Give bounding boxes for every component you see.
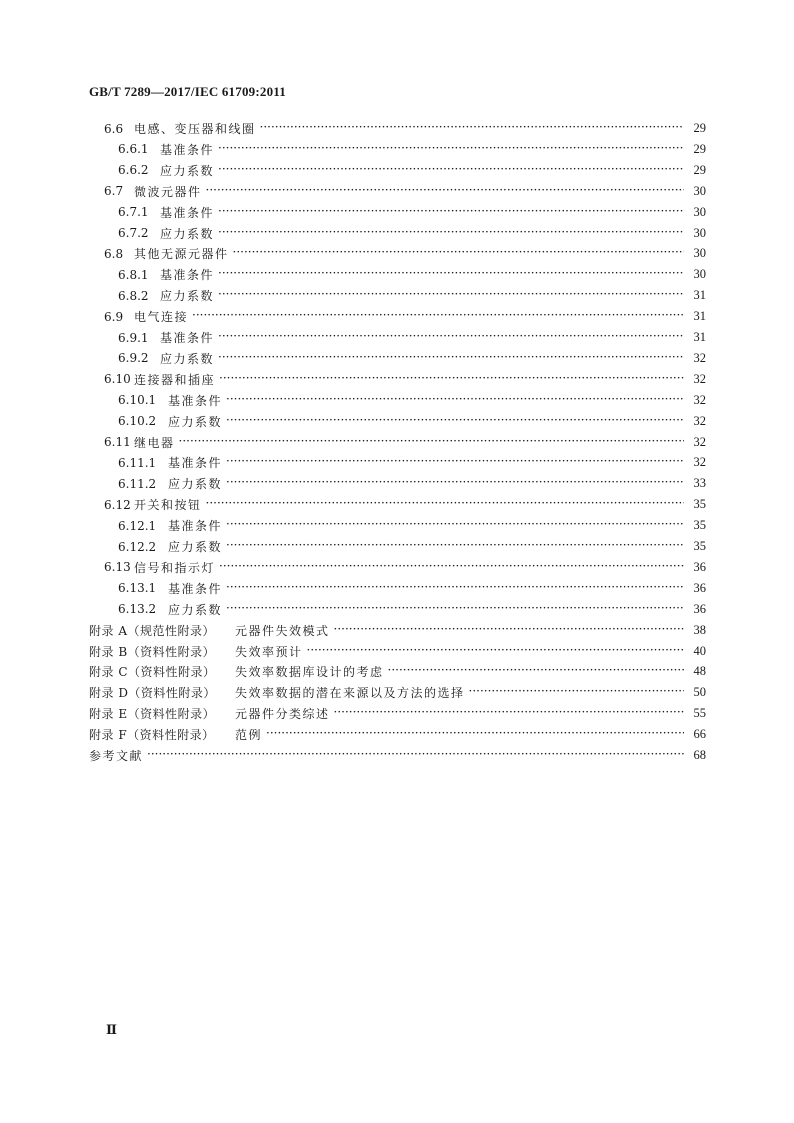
toc-entry-title: 连接器和插座 [134, 372, 216, 387]
toc-dot-leader [218, 285, 684, 306]
toc-entry-page: 36 [693, 601, 706, 616]
toc-dot-leader [226, 452, 684, 473]
toc-entry-title: 基准条件 [168, 581, 223, 596]
toc-entry-page: 32 [693, 350, 706, 365]
toc-dot-leader [206, 181, 684, 202]
toc-entry-title: 信号和指示灯 [134, 560, 216, 575]
toc-entry-page: 40 [693, 643, 706, 658]
toc-entry-number: 6.10.1 [118, 393, 157, 408]
toc-entry-page: 50 [693, 685, 706, 700]
toc-entry-title: 参考文献 [89, 749, 144, 763]
toc-entry-page: 68 [693, 748, 706, 762]
toc-dot-leader [226, 390, 684, 411]
toc-dot-leader [260, 118, 684, 139]
toc-dot-leader [218, 139, 684, 160]
toc-dot-leader [218, 327, 684, 348]
toc-entry-number: 6.13.1 [118, 581, 157, 596]
toc-entry-page: 30 [693, 225, 706, 240]
toc-entry-number: 附录 B（资料性附录） [89, 644, 216, 659]
toc-entry-number: 附录 D（资料性附录） [89, 686, 216, 701]
toc-entry[interactable] [118, 348, 706, 369]
toc-entry[interactable] [89, 724, 706, 745]
toc-entry[interactable] [118, 536, 706, 557]
page-number: Ⅱ [106, 1022, 117, 1037]
toc-dot-leader [226, 515, 684, 536]
toc-entry-number: 附录 A（规范性附录） [89, 623, 215, 638]
toc-entry-number: 附录 E（资料性附录） [89, 707, 216, 722]
toc-entry-title: 应力系数 [168, 414, 223, 429]
toc-entry-title: 失效率预计 [235, 644, 303, 659]
toc-entry-title: 应力系数 [168, 477, 223, 492]
toc-entry-title: 应力系数 [160, 351, 215, 366]
toc-entry-page: 35 [693, 539, 706, 553]
toc-entry[interactable] [89, 641, 706, 662]
toc-entry-number: 6.11.1 [118, 455, 157, 470]
toc-entry-page: 30 [693, 204, 706, 219]
toc-entry-title: 基准条件 [168, 393, 223, 408]
document-header-code: GB/T 7289—2017/IEC 61709:2011 [89, 84, 286, 99]
toc-dot-leader [226, 536, 684, 557]
toc-entry-title: 应力系数 [160, 289, 215, 304]
toc-entry-page: 36 [693, 559, 706, 574]
toc-dot-leader [218, 223, 684, 244]
toc-entry[interactable] [104, 243, 706, 264]
toc-entry-title: 电感、变压器和线圈 [134, 122, 256, 136]
toc-entry-title: 范例 [235, 728, 263, 743]
toc-entry-number: 6.9.2 [118, 351, 149, 366]
toc-entry-number: 6.12.1 [118, 518, 157, 533]
toc-entry[interactable] [118, 139, 706, 160]
toc-entry-page: 31 [693, 288, 706, 303]
toc-entry-number: 6.8.1 [118, 267, 149, 282]
toc-entry[interactable] [89, 682, 706, 703]
toc-dot-leader [219, 557, 684, 578]
toc-entry-page: 30 [693, 183, 706, 198]
toc-entry-page: 32 [693, 392, 706, 407]
toc-dot-leader [334, 620, 684, 641]
toc-entry-title: 基准条件 [168, 456, 223, 471]
toc-dot-leader [179, 432, 684, 453]
toc-entry[interactable] [118, 202, 706, 223]
toc-dot-leader [233, 243, 684, 264]
toc-entry-page: 32 [693, 434, 706, 449]
toc-entry[interactable] [118, 411, 706, 432]
toc-entry[interactable] [104, 557, 706, 578]
toc-entry-page: 66 [693, 727, 706, 742]
toc-dot-leader [388, 661, 684, 682]
toc-entry[interactable] [118, 515, 706, 536]
toc-entry-page: 35 [693, 518, 706, 533]
toc-dot-leader [219, 369, 684, 390]
toc-entry-number: 6.9.1 [118, 330, 149, 345]
toc-entry-number: 6.10.2 [118, 414, 157, 429]
toc-entry[interactable] [104, 181, 706, 202]
toc-entry[interactable] [118, 599, 706, 620]
toc-entry-number: 6.10 [104, 372, 131, 387]
toc-entry[interactable] [104, 494, 706, 515]
toc-entry-title: 基准条件 [160, 142, 215, 157]
toc-entry[interactable] [118, 452, 706, 473]
toc-entry-page: 31 [693, 309, 706, 324]
toc-entry-page: 38 [693, 622, 706, 637]
toc-entry-title: 开关和按钮 [134, 498, 202, 513]
toc-entry-number: 6.7.2 [118, 226, 149, 240]
toc-entry[interactable] [118, 285, 706, 306]
toc-dot-leader [469, 682, 684, 703]
toc-entry-title: 应力系数 [160, 163, 215, 178]
toc-entry-title: 失效率数据的潜在来源以及方法的选择 [235, 686, 465, 701]
toc-entry-page: 29 [693, 141, 706, 156]
toc-dot-leader [226, 578, 684, 599]
toc-entry[interactable] [104, 118, 706, 139]
toc-entry-title: 基准条件 [160, 268, 215, 283]
toc-entry-number: 6.7.1 [118, 205, 149, 220]
toc-entry[interactable] [89, 620, 706, 641]
toc-entry-number: 6.6.1 [118, 142, 149, 157]
toc-entry-title: 基准条件 [168, 519, 223, 534]
toc-entry-title: 应力系数 [168, 540, 223, 554]
toc-entry[interactable] [89, 745, 706, 766]
toc-entry-page: 32 [693, 455, 706, 470]
toc-entry-title: 其他无源元器件 [134, 247, 229, 262]
toc-entry-page: 30 [693, 267, 706, 282]
toc-entry-page: 35 [693, 497, 706, 512]
toc-entry-number: 6.6.2 [118, 163, 149, 178]
toc-entry-title: 微波元器件 [134, 184, 202, 199]
toc-entry-number: 6.7 [104, 184, 124, 199]
toc-entry-number: 6.12 [104, 497, 131, 512]
toc-entry[interactable] [104, 432, 706, 453]
toc-entry-page: 55 [693, 706, 706, 721]
toc-dot-leader [226, 411, 684, 432]
toc-entry-page: 32 [693, 371, 706, 386]
toc-dot-leader [226, 473, 684, 494]
toc-dot-leader [307, 641, 684, 662]
toc-entry[interactable] [118, 327, 706, 348]
toc-entry-title: 应力系数 [160, 226, 215, 241]
toc-entry[interactable] [89, 661, 706, 682]
toc-entry[interactable] [104, 306, 706, 327]
toc-entry-number: 6.12.2 [118, 539, 157, 554]
toc-entry-page: 30 [693, 246, 706, 261]
toc-dot-leader [218, 160, 684, 181]
toc-entry-page: 31 [693, 330, 706, 344]
toc-dot-leader [218, 202, 684, 223]
toc-entry-page: 48 [693, 664, 706, 679]
toc-entry[interactable] [118, 264, 706, 285]
toc-entry-page: 29 [693, 162, 706, 177]
toc-entry-title: 基准条件 [160, 205, 215, 220]
toc-entry[interactable] [104, 369, 706, 390]
toc-dot-leader [192, 306, 684, 327]
toc-entry-title: 基准条件 [160, 331, 215, 345]
toc-dot-leader [218, 264, 684, 285]
toc-entry[interactable] [118, 473, 706, 494]
toc-entry[interactable] [118, 578, 706, 599]
toc-dot-leader [226, 599, 684, 620]
toc-entry-number: 附录 C（资料性附录） [89, 665, 216, 680]
toc-entry[interactable] [118, 160, 706, 181]
toc-entry-number: 6.6 [104, 121, 124, 136]
toc-entry[interactable] [89, 703, 706, 724]
toc-entry-number: 6.11.2 [118, 476, 157, 491]
toc-entry-number: 6.11 [104, 435, 131, 449]
toc-entry-title: 电气连接 [134, 310, 189, 325]
toc-entry-title: 继电器 [134, 435, 175, 450]
toc-entry-title: 失效率数据库设计的考虑 [235, 665, 384, 680]
toc-entry-number: 6.13 [104, 560, 131, 575]
toc-entry-page: 36 [693, 580, 706, 595]
toc-entry-number: 附录 F（资料性附录） [89, 728, 215, 743]
toc-entry-title: 元器件分类综述 [235, 707, 330, 722]
toc-dot-leader [266, 724, 684, 745]
toc-dot-leader [334, 703, 684, 724]
toc-entry-number: 6.8.2 [118, 288, 149, 303]
toc-entry-number: 6.13.2 [118, 602, 157, 617]
toc-dot-leader [218, 348, 684, 369]
toc-entry-title: 元器件失效模式 [235, 623, 330, 638]
toc-entry-page: 32 [693, 413, 706, 428]
toc-entry[interactable] [118, 223, 706, 244]
toc-entry-number: 6.8 [104, 246, 124, 261]
toc-dot-leader [147, 745, 684, 766]
toc-entry-number: 6.9 [104, 309, 124, 324]
toc-entry-page: 33 [693, 476, 706, 491]
toc-entry-title: 应力系数 [168, 602, 223, 617]
toc-entry-page: 29 [693, 121, 706, 135]
toc-entry[interactable] [118, 390, 706, 411]
toc-dot-leader [206, 494, 684, 515]
